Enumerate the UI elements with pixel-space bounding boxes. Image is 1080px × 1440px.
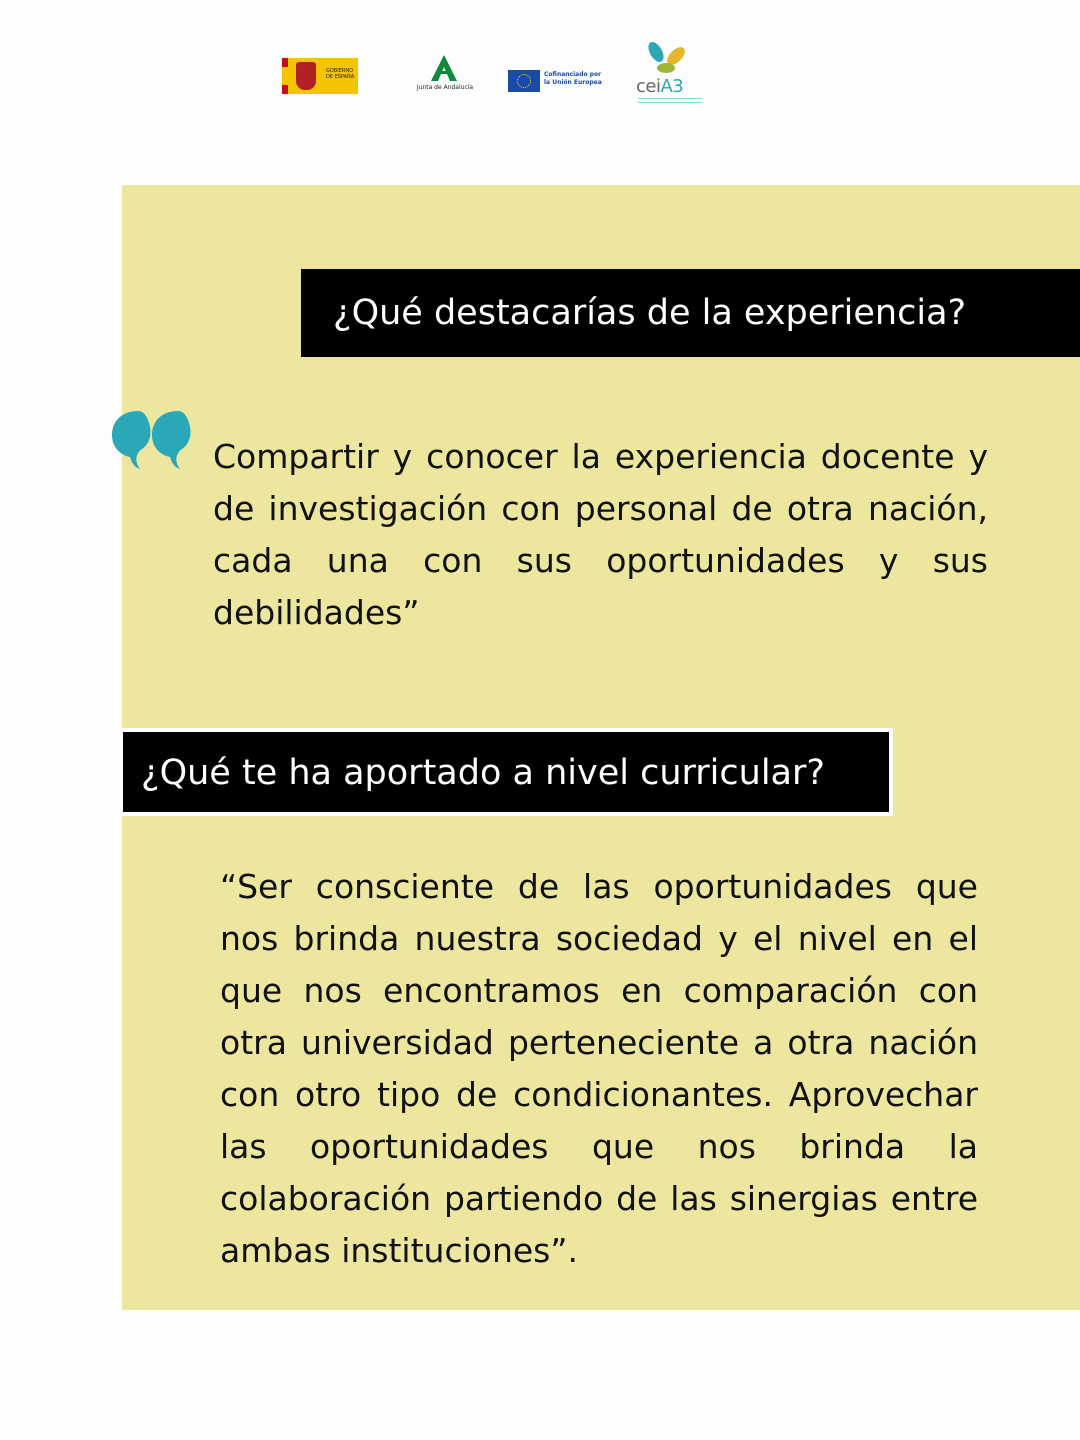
answer-1-text: Compartir y conocer la experiencia docente y de investigación con personal de otra nación, cada una con sus oportunidades y sus debilidades” bbox=[213, 437, 988, 632]
question-heading-2 bbox=[119, 728, 893, 816]
eu-cofinanciado-logo bbox=[508, 68, 606, 92]
junta-logo-text: Junta de Andalucía bbox=[416, 84, 474, 91]
question-2-text: ¿Qué te ha aportado a nivel curricular? bbox=[141, 753, 825, 793]
ceia3-wordmark bbox=[636, 76, 683, 97]
andalucia-a-icon bbox=[429, 54, 459, 82]
eu-logo-text bbox=[544, 71, 610, 87]
eu-logo-line1: Cofinanciado por bbox=[544, 71, 602, 78]
ceia3-leaves-icon bbox=[632, 38, 702, 78]
logo-bar bbox=[270, 38, 720, 108]
flag-stripe bbox=[282, 58, 288, 94]
junta-andalucia-logo bbox=[405, 54, 485, 94]
ceia3-logo bbox=[632, 38, 708, 108]
gobierno-espana-logo bbox=[282, 58, 358, 94]
question-heading-1 bbox=[301, 269, 1080, 357]
ceia3-text-pre: cei bbox=[636, 76, 661, 97]
eu-flag-icon bbox=[508, 70, 540, 92]
question-2-box bbox=[123, 732, 889, 812]
coat-of-arms-icon bbox=[296, 62, 316, 90]
question-1-text: ¿Qué destacarías de la experiencia? bbox=[333, 293, 967, 333]
gobierno-logo-text: GOBIERNO DE ESPAÑA bbox=[326, 68, 355, 80]
ceia3-underline bbox=[638, 98, 702, 103]
answer-2-text: “Ser consciente de las oportunidades que nos brinda nuestra sociedad y el nivel en el que nos encontramos en comparación con otra universidad perteneciente a otra nación con otro tipo de condicionantes. Aprovechar las oportunidades que nos brinda la colaboración partiendo de las sinergias entre ambas instituciones”. bbox=[220, 867, 978, 1270]
eu-logo-line2: la Unión Europea bbox=[544, 79, 602, 86]
quote-icon bbox=[106, 405, 202, 473]
ceia3-text-accent: A3 bbox=[660, 76, 684, 97]
